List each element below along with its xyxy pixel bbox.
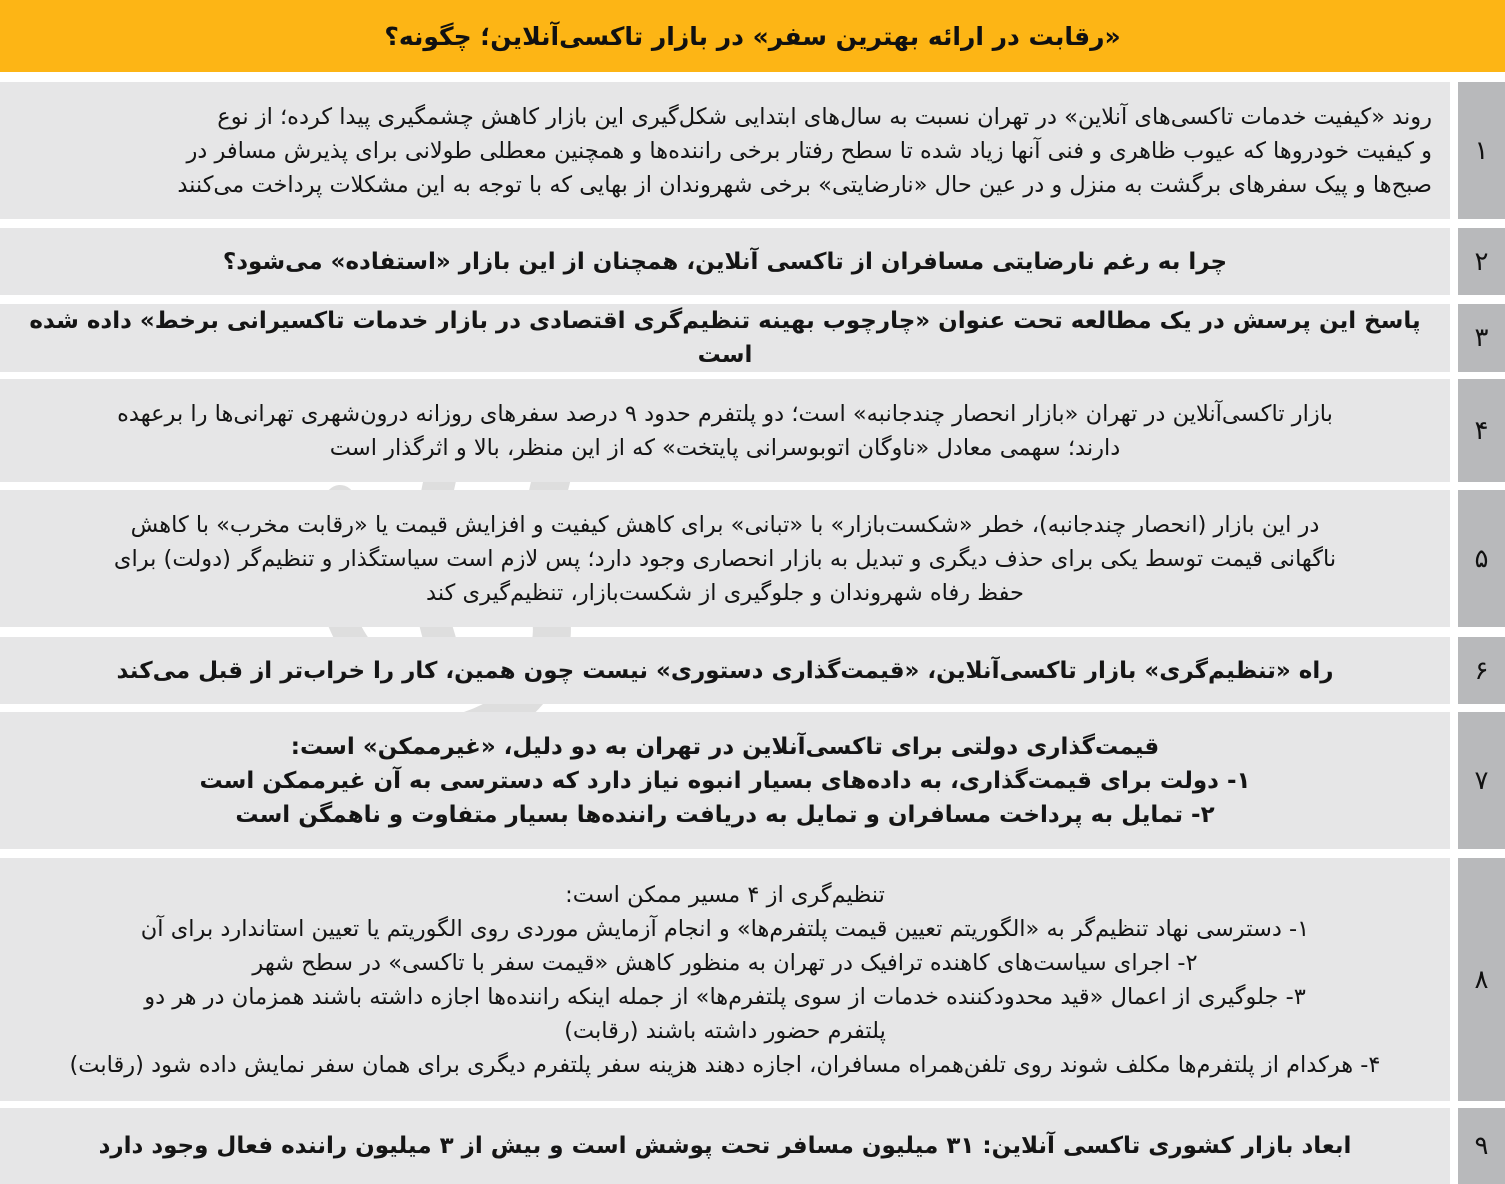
row-number: ۹ xyxy=(1458,1108,1505,1184)
table-row-4 xyxy=(0,379,1505,482)
row-line: حفظ رفاه شهروندان و جلوگیری از شکست‌بازار، تنظیم‌گیری کند xyxy=(426,579,1024,606)
row-text xyxy=(18,730,1432,832)
row-text xyxy=(18,878,1432,1082)
row-line: در این بازار (انحصار چندجانبه)، خطر «شکست‌بازار» با «تبانی» برای کاهش کیفیت و افزایش قیمت یا «رقابت مخرب» با کاهش xyxy=(130,511,1320,538)
table-row-8 xyxy=(0,858,1505,1101)
infographic-title: «رقابت در ارائه بهترین سفر» در بازار تاکسی‌آنلاین؛ چگونه؟ xyxy=(384,21,1121,51)
row-text-cell xyxy=(0,1108,1450,1184)
row-line: راه «تنظیم‌گری» بازار تاکسی‌آنلاین، «قیمت‌گذاری دستوری» نیست چون همین، کار را خراب‌تر از قبل می‌کند xyxy=(116,657,1334,684)
row-text xyxy=(18,245,1432,279)
row-number: ۶ xyxy=(1458,637,1505,704)
row-line: پلتفرم حضور داشته باشند (رقابت) xyxy=(564,1017,886,1044)
row-text-cell xyxy=(0,858,1450,1101)
table-row-5 xyxy=(0,490,1505,627)
row-number: ۷ xyxy=(1458,712,1505,849)
row-number: ۵ xyxy=(1458,490,1505,627)
row-number: ۸ xyxy=(1458,858,1505,1101)
row-line: ابعاد بازار کشوری تاکسی آنلاین: ۳۱ میلیون مسافر تحت پوشش است و بیش از ۳ میلیون راننده فعال وجود دارد xyxy=(98,1133,1352,1159)
row-number: ۳ xyxy=(1458,304,1505,372)
table-row-3 xyxy=(0,304,1505,372)
row-number: ۲ xyxy=(1458,228,1505,295)
table-row-1 xyxy=(0,82,1505,219)
row-line: صبح‌ها و پیک سفرهای برگشت به منزل و در عین حال «نارضایتی» برخی شهروندان از بهایی که با توجه به این مشکلات پرداخت می‌کنند xyxy=(177,171,1432,198)
row-number: ۴ xyxy=(1458,379,1505,482)
row-text-cell xyxy=(0,379,1450,482)
row-line: روند «کیفیت خدمات تاکسی‌های آنلاین» در تهران نسبت به سال‌های ابتدایی شکل‌گیری این بازار کاهش چشمگیری پیدا کرده؛ از نوع xyxy=(217,103,1432,130)
row-line: ۲- اجرای سیاست‌های کاهنده ترافیک در تهران به منظور کاهش «قیمت سفر با تاکسی» در سطح شهر xyxy=(252,949,1198,976)
row-line: چرا به رغم نارضایتی مسافران از تاکسی آنلاین، همچنان از این بازار «استفاده» می‌شود؟ xyxy=(222,248,1228,275)
row-line: ۱- دولت برای قیمت‌گذاری، به داده‌های بسیار انبوه نیاز دارد که دسترسی به آن غیرممکن است xyxy=(199,767,1251,794)
row-line: تنظیم‌گری از ۴ مسیر ممکن است: xyxy=(565,881,885,908)
row-line: و کیفیت خودروها که عیوب ظاهری و فنی آنها زیاد شده تا سطح رفتار برخی راننده‌ها و همچنین معطلی طولانی برای پذیرش مسافر در xyxy=(186,137,1432,164)
row-text-cell xyxy=(0,82,1450,219)
table-row-2 xyxy=(0,228,1505,295)
row-line: قیمت‌گذاری دولتی برای تاکسی‌آنلاین در تهران به دو دلیل، «غیرممکن» است: xyxy=(290,733,1160,760)
row-line: ناگهانی قیمت توسط یکی برای حذف دیگری و تبدیل به بازار انحصاری وجود دارد؛ پس لازم است سیاستگذار و تنظیم‌گر (دولت) برای xyxy=(113,545,1337,572)
row-text xyxy=(18,100,1432,202)
row-text xyxy=(18,654,1432,688)
row-line: ۳- جلوگیری از اعمال «قید محدودکننده خدمات از سوی پلتفرم‌ها» از جمله اینکه راننده‌ها اجازه داشته باشند همزمان در هر دو xyxy=(144,983,1306,1010)
infographic-header xyxy=(0,0,1505,72)
table-row-6 xyxy=(0,637,1505,704)
table-row-9 xyxy=(0,1108,1505,1184)
row-line: ۱- دسترسی نهاد تنظیم‌گر به «الگوریتم تعیین قیمت پلتفرم‌ها» و انجام آزمایش موردی روی الگوریتم یا تعیین استاندارد برای آن xyxy=(140,915,1310,942)
row-text-cell xyxy=(0,228,1450,295)
row-text-cell xyxy=(0,712,1450,849)
table-row-7 xyxy=(0,712,1505,849)
row-text-cell xyxy=(0,637,1450,704)
row-number: ۱ xyxy=(1458,82,1505,219)
row-text xyxy=(18,508,1432,610)
row-text xyxy=(18,304,1432,372)
row-line: ۴- هرکدام از پلتفرم‌ها مکلف شوند روی تلفن‌همراه مسافران، اجازه دهند هزینه سفر پلتفرم دیگری برای همان سفر نمایش داده شود (رقابت) xyxy=(69,1051,1381,1078)
row-text-cell xyxy=(0,490,1450,627)
row-line: بازار تاکسی‌آنلاین در تهران «بازار انحصار چندجانبه» است؛ دو پلتفرم حدود ۹ درصد سفرهای روزانه درون‌شهری تهرانی‌ها را برعهده xyxy=(117,400,1333,427)
row-line: دارند؛ سهمی معادل «ناوگان اتوبوسرانی پایتخت» که از این منظر، بالا و اثرگذار است xyxy=(329,434,1121,461)
row-text xyxy=(18,397,1432,465)
row-text-cell xyxy=(0,304,1450,372)
row-line: پاسخ این پرسش در یک مطالعه تحت عنوان «چارچوب بهینه تنظیم‌گری اقتصادی در بازار خدمات تاکسیرانی برخط» داده شده است xyxy=(29,308,1421,368)
row-line: ۲- تمایل به پرداخت مسافران و تمایل به دریافت راننده‌ها بسیار متفاوت و ناهمگن است xyxy=(235,801,1215,828)
row-text xyxy=(18,1129,1432,1163)
